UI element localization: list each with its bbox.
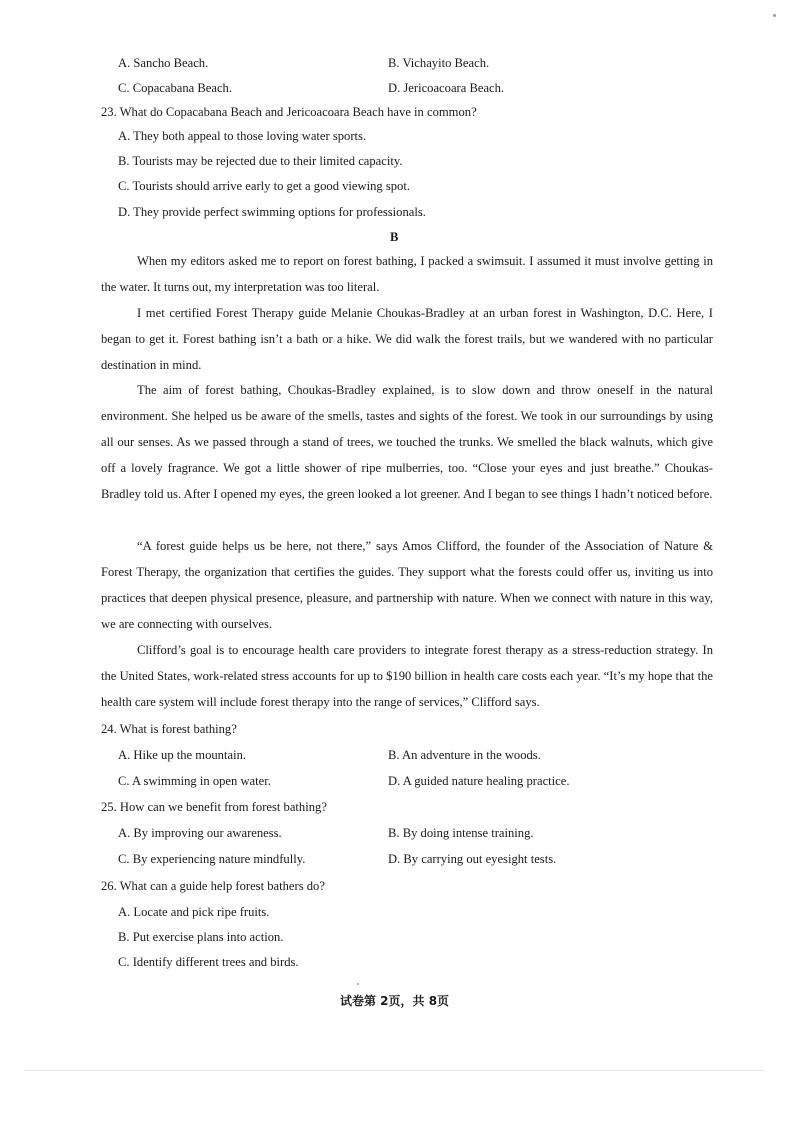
passage-paragraph-2: I met certified Forest Therapy guide Melanie Choukas-Bradley at an urban forest in Washington, D.C. Here, I began to get it. Forest bathing isn’t a bath or a hike. We did walk the forest trails, but we wandered with no particular destination in mind. — [101, 306, 713, 372]
scan-speck — [773, 14, 776, 17]
section-heading: B — [390, 230, 399, 244]
q22-option-a: A. Sancho Beach. — [118, 56, 209, 70]
q24-question: 24. What is forest bathing? — [101, 722, 237, 736]
q24-option-b: B. An adventure in the woods. — [388, 748, 541, 762]
q22-option-b: B. Vichayito Beach. — [388, 56, 490, 70]
q24-option-c: C. A swimming in open water. — [118, 774, 271, 788]
passage-paragraph-5: Clifford’s goal is to encourage health care providers to integrate forest therapy as a stress-reduction strategy. In the United States, work-related stress accounts for up to $190 billion in health care costs each year. “It’s my hope that the health care system will include forest therapy into the range of services,” Clifford says. — [101, 643, 713, 709]
passage-paragraph-3: The aim of forest bathing, Choukas-Bradley explained, is to slow down and throw oneself in the natural environment. She helped us be aware of the smells, tastes and sights of the forest. We took in our surroundings by using all our senses. As we passed through a stand of trees, we touched the trunks. We smelled the black walnuts, which give off a lovely fragrance. We got a little shower of ripe mulberries, too. “Close your eyes and just breathe.” Choukas-Bradley told us. After I opened my eyes, the green looked a lot greener. And I began to see things I hadn’t noticed before. — [101, 383, 713, 501]
q22-option-c: C. Copacabana Beach. — [118, 81, 232, 95]
q26-question: 26. What can a guide help forest bathers do? — [101, 879, 325, 893]
q24-option-a: A. Hike up the mountain. — [118, 748, 247, 762]
q26-option-b: B. Put exercise plans into action. — [118, 930, 284, 944]
passage-paragraph-4: “A forest guide helps us be here, not there,” says Amos Clifford, the founder of the Association of Nature & Forest Therapy, the organization that certifies the guides. They support what the forests could offer us, inviting us into practices that deepen physical presence, pleasure, and partnership with nature. When we connect with nature in this way, we are connecting with ourselves. — [101, 539, 713, 631]
q25-option-d: D. By carrying out eyesight tests. — [388, 852, 557, 866]
q26-option-c: C. Identify different trees and birds. — [118, 955, 299, 969]
q23-option-a: A. They both appeal to those loving water sports. — [118, 129, 367, 143]
q24-option-d: D. A guided nature healing practice. — [388, 774, 570, 788]
q23-question: 23. What do Copacabana Beach and Jericoacoara Beach have in common? — [101, 105, 477, 119]
q26-option-a: A. Locate and pick ripe fruits. — [118, 905, 270, 919]
q23-option-d: D. They provide perfect swimming options for professionals. — [118, 205, 426, 219]
q22-option-d: D. Jericoacoara Beach. — [388, 81, 505, 95]
q25-question: 25. How can we benefit from forest bathing? — [101, 800, 327, 814]
q23-option-b: B. Tourists may be rejected due to their limited capacity. — [118, 154, 403, 168]
page-footer: 试卷第 2页，共 8页 — [340, 994, 450, 1008]
q23-option-c: C. Tourists should arrive early to get a good viewing spot. — [118, 179, 410, 193]
q25-option-a: A. By improving our awareness. — [118, 826, 282, 840]
q25-option-c: C. By experiencing nature mindfully. — [118, 852, 306, 866]
q25-option-b: B. By doing intense training. — [388, 826, 534, 840]
scan-speck — [357, 983, 359, 985]
scan-edge-line — [24, 1070, 764, 1071]
passage-paragraph-1: When my editors asked me to report on forest bathing, I packed a swimsuit. I assumed it must involve getting in the water. It turns out, my interpretation was too literal. — [101, 254, 713, 294]
